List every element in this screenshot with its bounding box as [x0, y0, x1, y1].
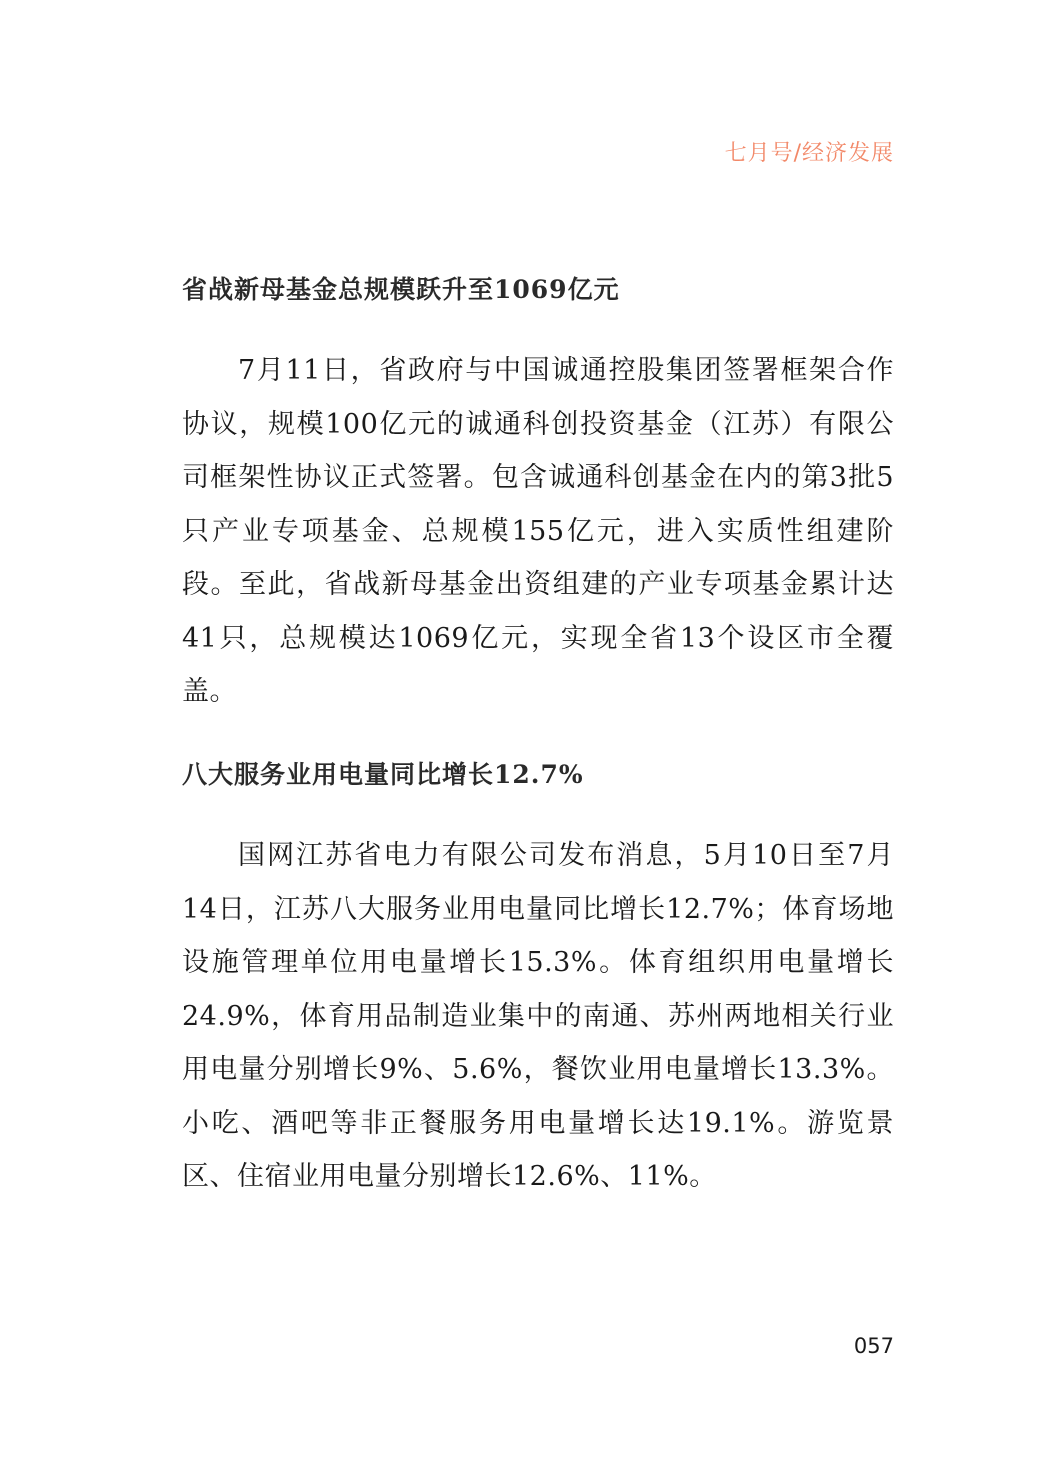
article-headline: 八大服务业用电量同比增长12.7% [182, 760, 584, 789]
page-number: 057 [853, 1334, 894, 1358]
running-header: 七月号/经济发展 [724, 141, 894, 166]
article-body: 国网江苏省电力有限公司发布消息，5月10日至7月14日，江苏八大服务业用电量同比增长12.7%；体育场地设施管理单位用电量增长15.3%。体育组织用电量增长24.9%，体育用品制造业集中的南通、苏州两地相关行业用电量分别增长9%、5.6%，餐饮业用电量增长13.3%。小吃、酒吧等非正餐服务用电量增长达19.1%。游览景区、住宿业用电量分别增长12.6%、11%。 [182, 840, 894, 1192]
article-body: 7月11日，省政府与中国诚通控股集团签署框架合作协议，规模100亿元的诚通科创投资基金（江苏）有限公司框架性协议正式签署。包含诚通科创基金在内的第3批5只产业专项基金、总规模155亿元，进入实质性组建阶段。至此，省战新母基金出资组建的产业专项基金累计达41只，总规模达1069亿元，实现全省13个设区市全覆盖。 [182, 355, 894, 707]
article-headline: 省战新母基金总规模跃升至1069亿元 [182, 275, 620, 304]
article-electricity [182, 757, 894, 1204]
article-fund [182, 272, 894, 719]
